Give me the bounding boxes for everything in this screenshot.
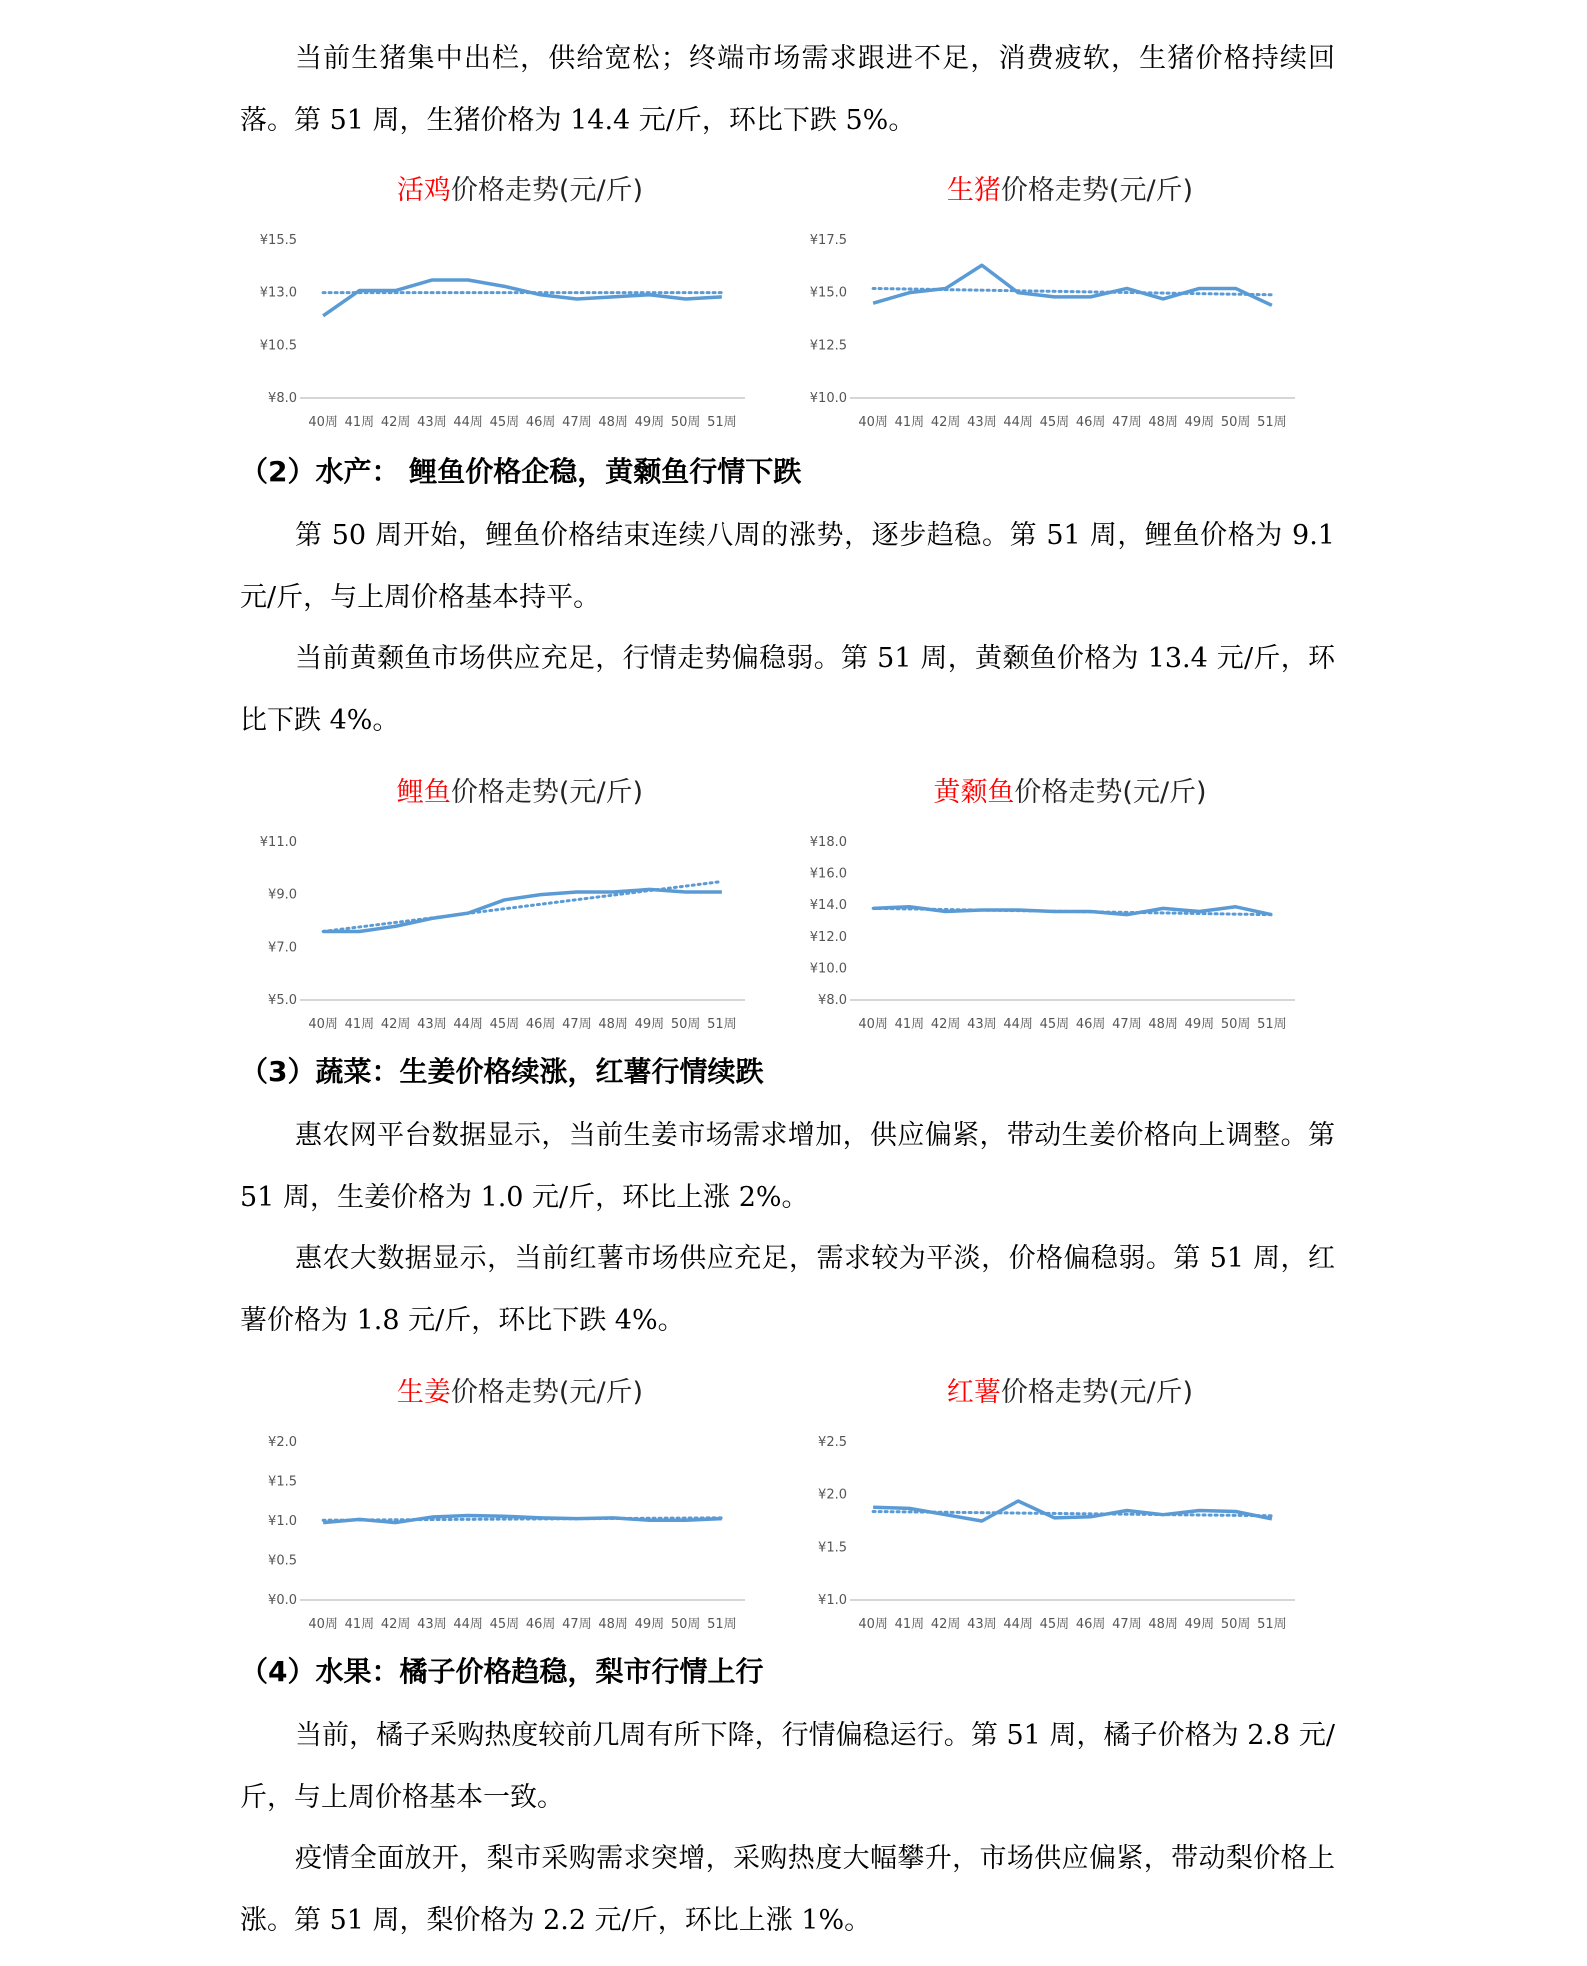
chart-title-highlight: 鲤鱼 bbox=[396, 777, 451, 808]
x-tick-label: 51周 bbox=[1257, 1017, 1287, 1032]
x-tick-label: 44周 bbox=[453, 1017, 483, 1032]
x-tick-label: 42周 bbox=[380, 415, 411, 430]
x-tick-label: 47周 bbox=[1112, 1017, 1142, 1032]
y-tick-label: ¥0.5 bbox=[268, 1553, 297, 1569]
chart-svg bbox=[790, 770, 1350, 1060]
paragraph-pork: 当前生猪集中出栏，供给宽松；终端市场需求跟进不足，消费疲软，生猪价格持续回落。第 51 周，生猪价格为 14.4 元/斤，环比下跌 5%。 bbox=[240, 43, 1335, 136]
x-tick-label: 49周 bbox=[1184, 1617, 1215, 1632]
x-tick-label: 40周 bbox=[858, 1017, 888, 1032]
x-tick-label: 50周 bbox=[1220, 1017, 1251, 1032]
y-tick-label: ¥14.0 bbox=[809, 898, 847, 914]
x-tick-label: 43周 bbox=[417, 1017, 447, 1032]
x-tick-label: 51周 bbox=[707, 1017, 737, 1032]
chart-carp bbox=[240, 770, 800, 1060]
x-tick-label: 45周 bbox=[489, 1017, 520, 1032]
y-tick-label: ¥1.5 bbox=[268, 1474, 297, 1490]
y-tick-label: ¥8.0 bbox=[268, 391, 297, 406]
x-tick-label: 50周 bbox=[1220, 1617, 1251, 1632]
x-tick-label: 49周 bbox=[1184, 1017, 1215, 1032]
chart-title-rest: 价格走势(元/斤) bbox=[450, 777, 644, 808]
x-tick-label: 51周 bbox=[707, 415, 737, 430]
x-tick-label: 45周 bbox=[1039, 1617, 1070, 1632]
x-tick-label: 47周 bbox=[1112, 415, 1142, 430]
x-tick-label: 45周 bbox=[1039, 1017, 1070, 1032]
x-tick-label: 50周 bbox=[1220, 415, 1251, 430]
x-tick-label: 51周 bbox=[1257, 1617, 1287, 1632]
y-tick-label: ¥16.0 bbox=[809, 866, 847, 882]
x-tick-label: 46周 bbox=[525, 1617, 556, 1632]
chart-title-rest: 价格走势(元/斤) bbox=[1014, 777, 1207, 808]
x-tick-label: 50周 bbox=[670, 1017, 701, 1032]
x-tick-label: 46周 bbox=[525, 415, 556, 430]
paragraph-carp: 第 50 周开始，鲤鱼价格结束连续八周的涨势，逐步趋稳。第 51 周，鲤鱼价格为 9.1 元/斤，与上周价格基本持平。 bbox=[240, 520, 1335, 613]
x-tick-label: 43周 bbox=[417, 415, 447, 430]
y-tick-label: ¥5.0 bbox=[268, 993, 297, 1008]
x-tick-label: 42周 bbox=[930, 1017, 961, 1032]
y-tick-label: ¥2.0 bbox=[268, 1435, 297, 1450]
x-tick-label: 40周 bbox=[858, 1617, 888, 1632]
chart-svg bbox=[790, 168, 1350, 458]
series-line bbox=[323, 280, 722, 316]
x-tick-label: 50周 bbox=[670, 1617, 701, 1632]
x-tick-label: 47周 bbox=[562, 1617, 592, 1632]
chart-title-rest: 价格走势(元/斤) bbox=[450, 1377, 644, 1408]
x-tick-label: 41周 bbox=[894, 1617, 925, 1632]
chart-svg bbox=[240, 1370, 800, 1660]
x-tick-label: 48周 bbox=[598, 415, 628, 430]
x-tick-label: 42周 bbox=[380, 1617, 411, 1632]
chart-title-highlight: 活鸡 bbox=[396, 175, 451, 206]
y-tick-label: ¥9.0 bbox=[268, 887, 297, 903]
x-tick-label: 41周 bbox=[894, 1017, 925, 1032]
x-tick-label: 41周 bbox=[344, 415, 375, 430]
x-tick-label: 50周 bbox=[670, 415, 701, 430]
x-tick-label: 40周 bbox=[308, 1617, 338, 1632]
heading-fruit: （4）水果：橘子价格趋稳，梨市行情上行 bbox=[240, 1655, 764, 1688]
x-tick-label: 47周 bbox=[562, 415, 592, 430]
y-tick-label: ¥2.0 bbox=[818, 1487, 847, 1503]
y-tick-label: ¥15.5 bbox=[259, 233, 297, 248]
x-tick-label: 44周 bbox=[453, 415, 483, 430]
chart-title-rest: 价格走势(元/斤) bbox=[1000, 1377, 1194, 1408]
y-tick-label: ¥0.0 bbox=[268, 1593, 297, 1608]
x-tick-label: 42周 bbox=[930, 1617, 961, 1632]
series-line bbox=[873, 1501, 1272, 1521]
y-tick-label: ¥13.0 bbox=[259, 285, 297, 301]
x-tick-label: 48周 bbox=[1148, 1617, 1178, 1632]
y-tick-label: ¥12.0 bbox=[809, 929, 847, 945]
paragraph-ginger: 惠农网平台数据显示，当前生姜市场需求增加，供应偏紧，带动生姜价格向上调整。第 51 周，生姜价格为 1.0 元/斤，环比上涨 2%。 bbox=[240, 1120, 1335, 1213]
x-tick-label: 41周 bbox=[344, 1017, 375, 1032]
y-tick-label: ¥1.5 bbox=[818, 1540, 847, 1556]
chart-ginger bbox=[240, 1370, 800, 1660]
chart-title-highlight: 黄颡鱼 bbox=[933, 777, 1015, 808]
y-tick-label: ¥10.0 bbox=[809, 391, 847, 406]
chart-svg bbox=[790, 1370, 1350, 1660]
x-tick-label: 48周 bbox=[1148, 415, 1178, 430]
y-tick-label: ¥1.0 bbox=[818, 1593, 847, 1608]
x-tick-label: 51周 bbox=[707, 1617, 737, 1632]
x-tick-label: 46周 bbox=[1075, 1017, 1106, 1032]
y-tick-label: ¥12.5 bbox=[809, 338, 847, 354]
y-tick-label: ¥7.0 bbox=[268, 940, 297, 956]
heading-aquatic: （2）水产： 鲤鱼价格企稳，黄颡鱼行情下跌 bbox=[240, 455, 802, 488]
x-tick-label: 43周 bbox=[967, 1617, 997, 1632]
chart-title-highlight: 红薯 bbox=[946, 1377, 1001, 1408]
paragraph-pear: 疫情全面放开，梨市采购需求突增，采购热度大幅攀升，市场供应偏紧，带动梨价格上涨。第 51 周，梨价格为 2.2 元/斤，环比上涨 1%。 bbox=[240, 1843, 1335, 1936]
x-tick-label: 44周 bbox=[1003, 415, 1033, 430]
heading-vegetable: （3）蔬菜：生姜价格续涨，红薯行情续跌 bbox=[240, 1055, 764, 1088]
paragraph-catfish: 当前黄颡鱼市场供应充足，行情走势偏稳弱。第 51 周，黄颡鱼价格为 13.4 元/斤，环比下跌 4%。 bbox=[240, 643, 1335, 736]
x-tick-label: 40周 bbox=[858, 415, 888, 430]
y-tick-label: ¥17.5 bbox=[809, 233, 847, 248]
y-tick-label: ¥18.0 bbox=[809, 835, 847, 850]
x-tick-label: 45周 bbox=[489, 1617, 520, 1632]
x-tick-label: 45周 bbox=[489, 415, 520, 430]
x-tick-label: 49周 bbox=[634, 415, 665, 430]
x-tick-label: 47周 bbox=[562, 1017, 592, 1032]
y-tick-label: ¥10.5 bbox=[259, 338, 297, 354]
chart-title-highlight: 生姜 bbox=[396, 1377, 451, 1408]
paragraph-orange: 当前，橘子采购热度较前几周有所下降，行情偏稳运行。第 51 周，橘子价格为 2.8 元/斤，与上周价格基本一致。 bbox=[240, 1720, 1335, 1813]
paragraph-sweet-potato: 惠农大数据显示，当前红薯市场供应充足，需求较为平淡，价格偏稳弱。第 51 周，红薯价格为 1.8 元/斤，环比下跌 4%。 bbox=[240, 1243, 1335, 1336]
x-tick-label: 44周 bbox=[1003, 1017, 1033, 1032]
x-tick-label: 47周 bbox=[1112, 1617, 1142, 1632]
chart-pig bbox=[790, 168, 1350, 458]
x-tick-label: 48周 bbox=[598, 1017, 628, 1032]
x-tick-label: 49周 bbox=[634, 1017, 665, 1032]
x-tick-label: 49周 bbox=[1184, 415, 1215, 430]
chart-svg bbox=[240, 168, 800, 458]
x-tick-label: 43周 bbox=[417, 1617, 447, 1632]
x-tick-label: 51周 bbox=[1257, 415, 1287, 430]
y-tick-label: ¥8.0 bbox=[818, 993, 847, 1008]
y-tick-label: ¥11.0 bbox=[259, 835, 297, 850]
chart-title-rest: 价格走势(元/斤) bbox=[450, 175, 644, 206]
y-tick-label: ¥10.0 bbox=[809, 961, 847, 977]
x-tick-label: 43周 bbox=[967, 1017, 997, 1032]
x-tick-label: 49周 bbox=[634, 1617, 665, 1632]
chart-title-rest: 价格走势(元/斤) bbox=[1000, 175, 1194, 206]
x-tick-label: 40周 bbox=[308, 415, 338, 430]
chart-catfish bbox=[790, 770, 1350, 1060]
x-tick-label: 42周 bbox=[380, 1017, 411, 1032]
x-tick-label: 41周 bbox=[344, 1617, 375, 1632]
chart-chicken bbox=[240, 168, 800, 458]
y-tick-label: ¥15.0 bbox=[809, 285, 847, 301]
chart-sweet-potato bbox=[790, 1370, 1350, 1660]
x-tick-label: 45周 bbox=[1039, 415, 1070, 430]
y-tick-label: ¥2.5 bbox=[818, 1435, 847, 1450]
x-tick-label: 40周 bbox=[308, 1017, 338, 1032]
x-tick-label: 42周 bbox=[930, 415, 961, 430]
x-tick-label: 48周 bbox=[598, 1617, 628, 1632]
chart-svg bbox=[240, 770, 800, 1060]
series-line bbox=[873, 265, 1272, 305]
x-tick-label: 46周 bbox=[525, 1017, 556, 1032]
x-tick-label: 46周 bbox=[1075, 415, 1106, 430]
x-tick-label: 48周 bbox=[1148, 1017, 1178, 1032]
x-tick-label: 41周 bbox=[894, 415, 925, 430]
y-tick-label: ¥1.0 bbox=[268, 1514, 297, 1529]
x-tick-label: 46周 bbox=[1075, 1617, 1106, 1632]
x-tick-label: 43周 bbox=[967, 415, 997, 430]
x-tick-label: 44周 bbox=[453, 1617, 483, 1632]
x-tick-label: 44周 bbox=[1003, 1617, 1033, 1632]
chart-title-highlight: 生猪 bbox=[946, 175, 1001, 206]
